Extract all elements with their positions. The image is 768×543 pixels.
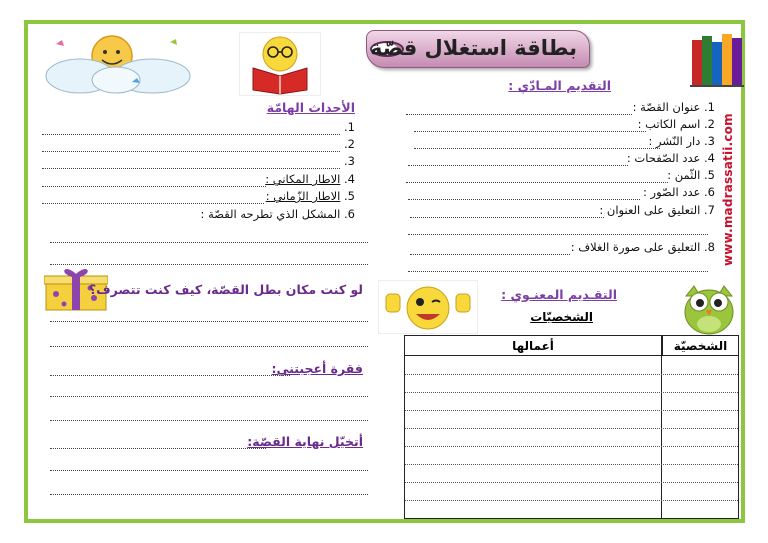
table-row — [405, 410, 738, 411]
answer-line — [42, 134, 340, 135]
characters-heading: الشخصيّات — [530, 310, 593, 324]
page-title: بطاقة استغلال قصّة — [370, 36, 577, 60]
material-item-7: 7. التعليق على العنوان : — [599, 203, 715, 217]
material-item-8: 8. التعليق على صورة الغلاف : — [570, 240, 715, 254]
answer-line — [50, 396, 368, 397]
ending-label: أتخيّل نهاية القصّة: — [247, 434, 363, 449]
table-row — [405, 428, 738, 429]
table-row — [405, 464, 738, 465]
answer-line — [408, 199, 640, 200]
events-item-3: 3. — [344, 154, 355, 168]
site-watermark: www.madrassatii.com — [721, 113, 735, 266]
table-row — [405, 374, 738, 375]
material-item-1: 1. عنوان القصّة : — [632, 100, 715, 114]
answer-line — [50, 470, 368, 471]
characters-table — [404, 335, 739, 519]
answer-line — [408, 271, 708, 272]
material-item-2: 2. اسم الكاتب : — [637, 117, 715, 131]
answer-line — [50, 346, 368, 347]
table-row — [405, 392, 738, 393]
answer-line — [406, 114, 632, 115]
answer-line — [42, 186, 266, 187]
answer-line — [42, 203, 264, 204]
material-item-5: 5. الثّمن : — [667, 168, 715, 182]
events-item-5: 5. الاطار الزّماني : — [265, 189, 355, 203]
table-row — [405, 446, 738, 447]
question-label: لو كنت مكان بطل القصّة، كيف كنت تتصرف؟ — [88, 282, 363, 297]
answer-line — [410, 217, 604, 218]
owl-icon — [680, 280, 738, 336]
reading-smiley-icon — [239, 32, 321, 96]
answer-line — [406, 182, 668, 183]
material-item-6: 6. عدد الصّور : — [642, 185, 715, 199]
worksheet-frame — [24, 20, 745, 523]
answer-line — [50, 494, 368, 495]
answer-line — [42, 168, 340, 169]
answer-line — [50, 420, 368, 421]
events-item-1: 1. — [344, 120, 355, 134]
table-row — [405, 500, 738, 501]
answer-line — [414, 148, 660, 149]
material-heading: التقديم المـادّي : — [508, 78, 611, 93]
answer-line — [408, 165, 628, 166]
material-item-4: 4. عدد الصّفحات : — [626, 151, 715, 165]
events-item-6: 6. المشكل الذي تطرحه القصّة : — [200, 207, 355, 221]
answer-line — [50, 264, 368, 265]
answer-line — [50, 321, 368, 322]
events-item-2: 2. — [344, 137, 355, 151]
title-banner — [366, 30, 590, 68]
answer-line — [42, 151, 340, 152]
material-item-3: 3. دار النّشر : — [648, 134, 715, 148]
winking-smiley-icon — [378, 280, 478, 334]
answer-line — [414, 131, 646, 132]
books-icon — [690, 28, 744, 88]
table-header-actions: أعمالها — [405, 336, 661, 356]
favorite-label: فقرة أعجبتني: — [271, 361, 363, 376]
events-heading: الأحداث الهامّة — [266, 100, 355, 115]
answer-line — [408, 234, 708, 235]
table-row — [405, 482, 738, 483]
sun-clouds-icon — [42, 32, 194, 94]
table-divider — [661, 336, 662, 518]
answer-line — [410, 254, 570, 255]
answer-line — [50, 375, 290, 376]
answer-line — [50, 242, 368, 243]
moral-heading: التقـديم المعنـوي : — [501, 287, 617, 302]
answer-line — [50, 448, 266, 449]
table-header-character: الشخصيّة — [662, 336, 738, 356]
events-item-4: 4. الاطار المكاني : — [265, 172, 355, 186]
